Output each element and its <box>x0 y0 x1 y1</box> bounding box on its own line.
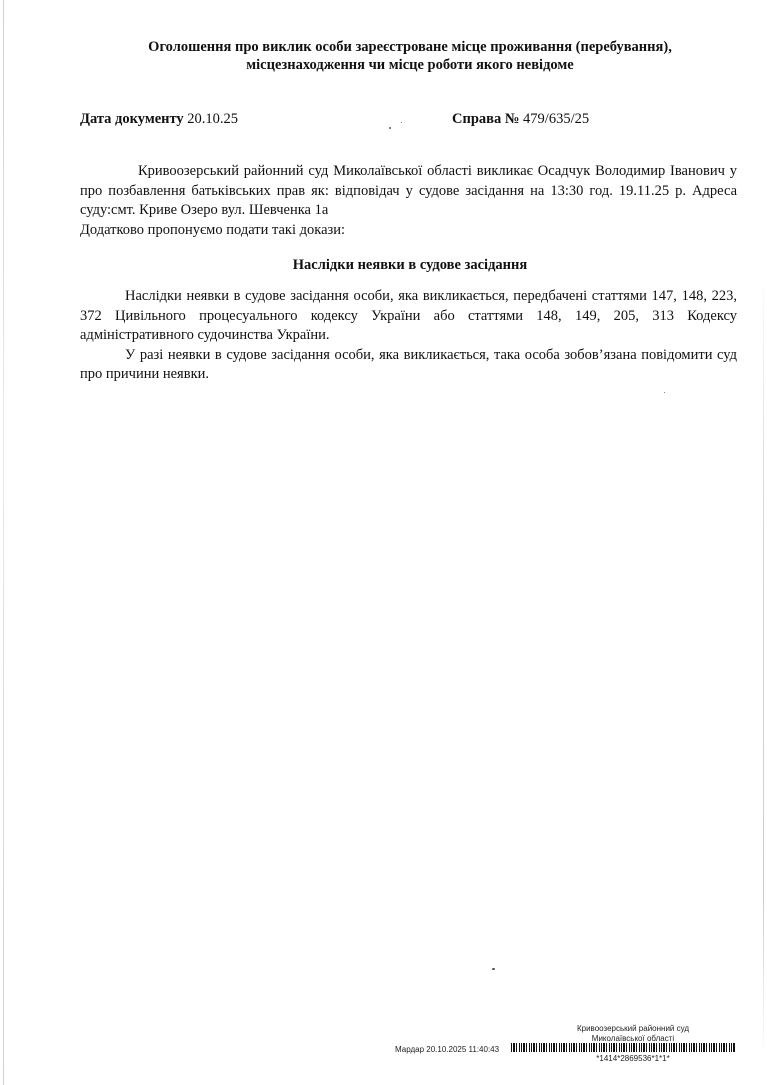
document-date <box>80 110 238 128</box>
barcode <box>511 1043 736 1052</box>
footer-court-region: Миколаївської області <box>591 1034 675 1043</box>
consequences-heading: Наслідки неявки в судове засідання <box>292 257 528 273</box>
document-title-line-2: місцезнаходження чи місце роботи якого невідоме <box>246 57 574 73</box>
document-title <box>80 38 740 74</box>
consequences-block <box>80 287 737 385</box>
summons-block <box>80 162 737 240</box>
case-number-label: Справа № <box>452 111 520 127</box>
document-date-value: 20.10.25 <box>187 111 239 127</box>
scan-edge-right <box>763 260 764 1060</box>
obligation-paragraph: У разі неявки в судове засідання особи, яка викликається, така особа зобов’язана повідомити суд про причини неявки. <box>80 346 737 382</box>
footer-registration-stamp: Мардар 20.10.2025 11:40:43 <box>395 1045 500 1054</box>
footer-court-name: Кривоозерський районний суд <box>576 1024 690 1033</box>
case-number <box>452 110 589 128</box>
scan-speck <box>492 968 495 970</box>
scan-speck <box>664 392 665 393</box>
document-title-line-1: Оголошення про виклик особи зареєстроване місце проживання (перебування), <box>148 39 672 55</box>
registration-footer <box>395 1024 740 1064</box>
case-number-value: 479/635/25 <box>523 111 590 127</box>
footer-barcode-text: *1414*2869536*1*1* <box>596 1054 670 1063</box>
scan-edge-left <box>3 0 4 1085</box>
evidence-line: Додатково пропонуємо подати такі докази: <box>80 221 346 238</box>
summons-paragraph: Кривоозерський районний суд Миколаївської області викликає Осадчук Володимир Іванович у про позбавлення батьківських прав як: відповідач у судове засідання на 13:30 год. 19.11.25 р. Адреса суду:смт. Криве Озеро вул. Шевченка 1а <box>80 163 737 218</box>
consequences-paragraph: Наслідки неявки в судове засідання особи, яка викликається, передбачені статтями 147, 148, 223, 372 Цивільного процесуального кодексу України або статтями 148, 149, 205, 313 Кодексу адміністративного судочинства України. <box>80 288 737 343</box>
scan-speck <box>389 127 391 129</box>
scan-speck <box>401 122 402 123</box>
document-date-label: Дата документу <box>80 111 184 127</box>
